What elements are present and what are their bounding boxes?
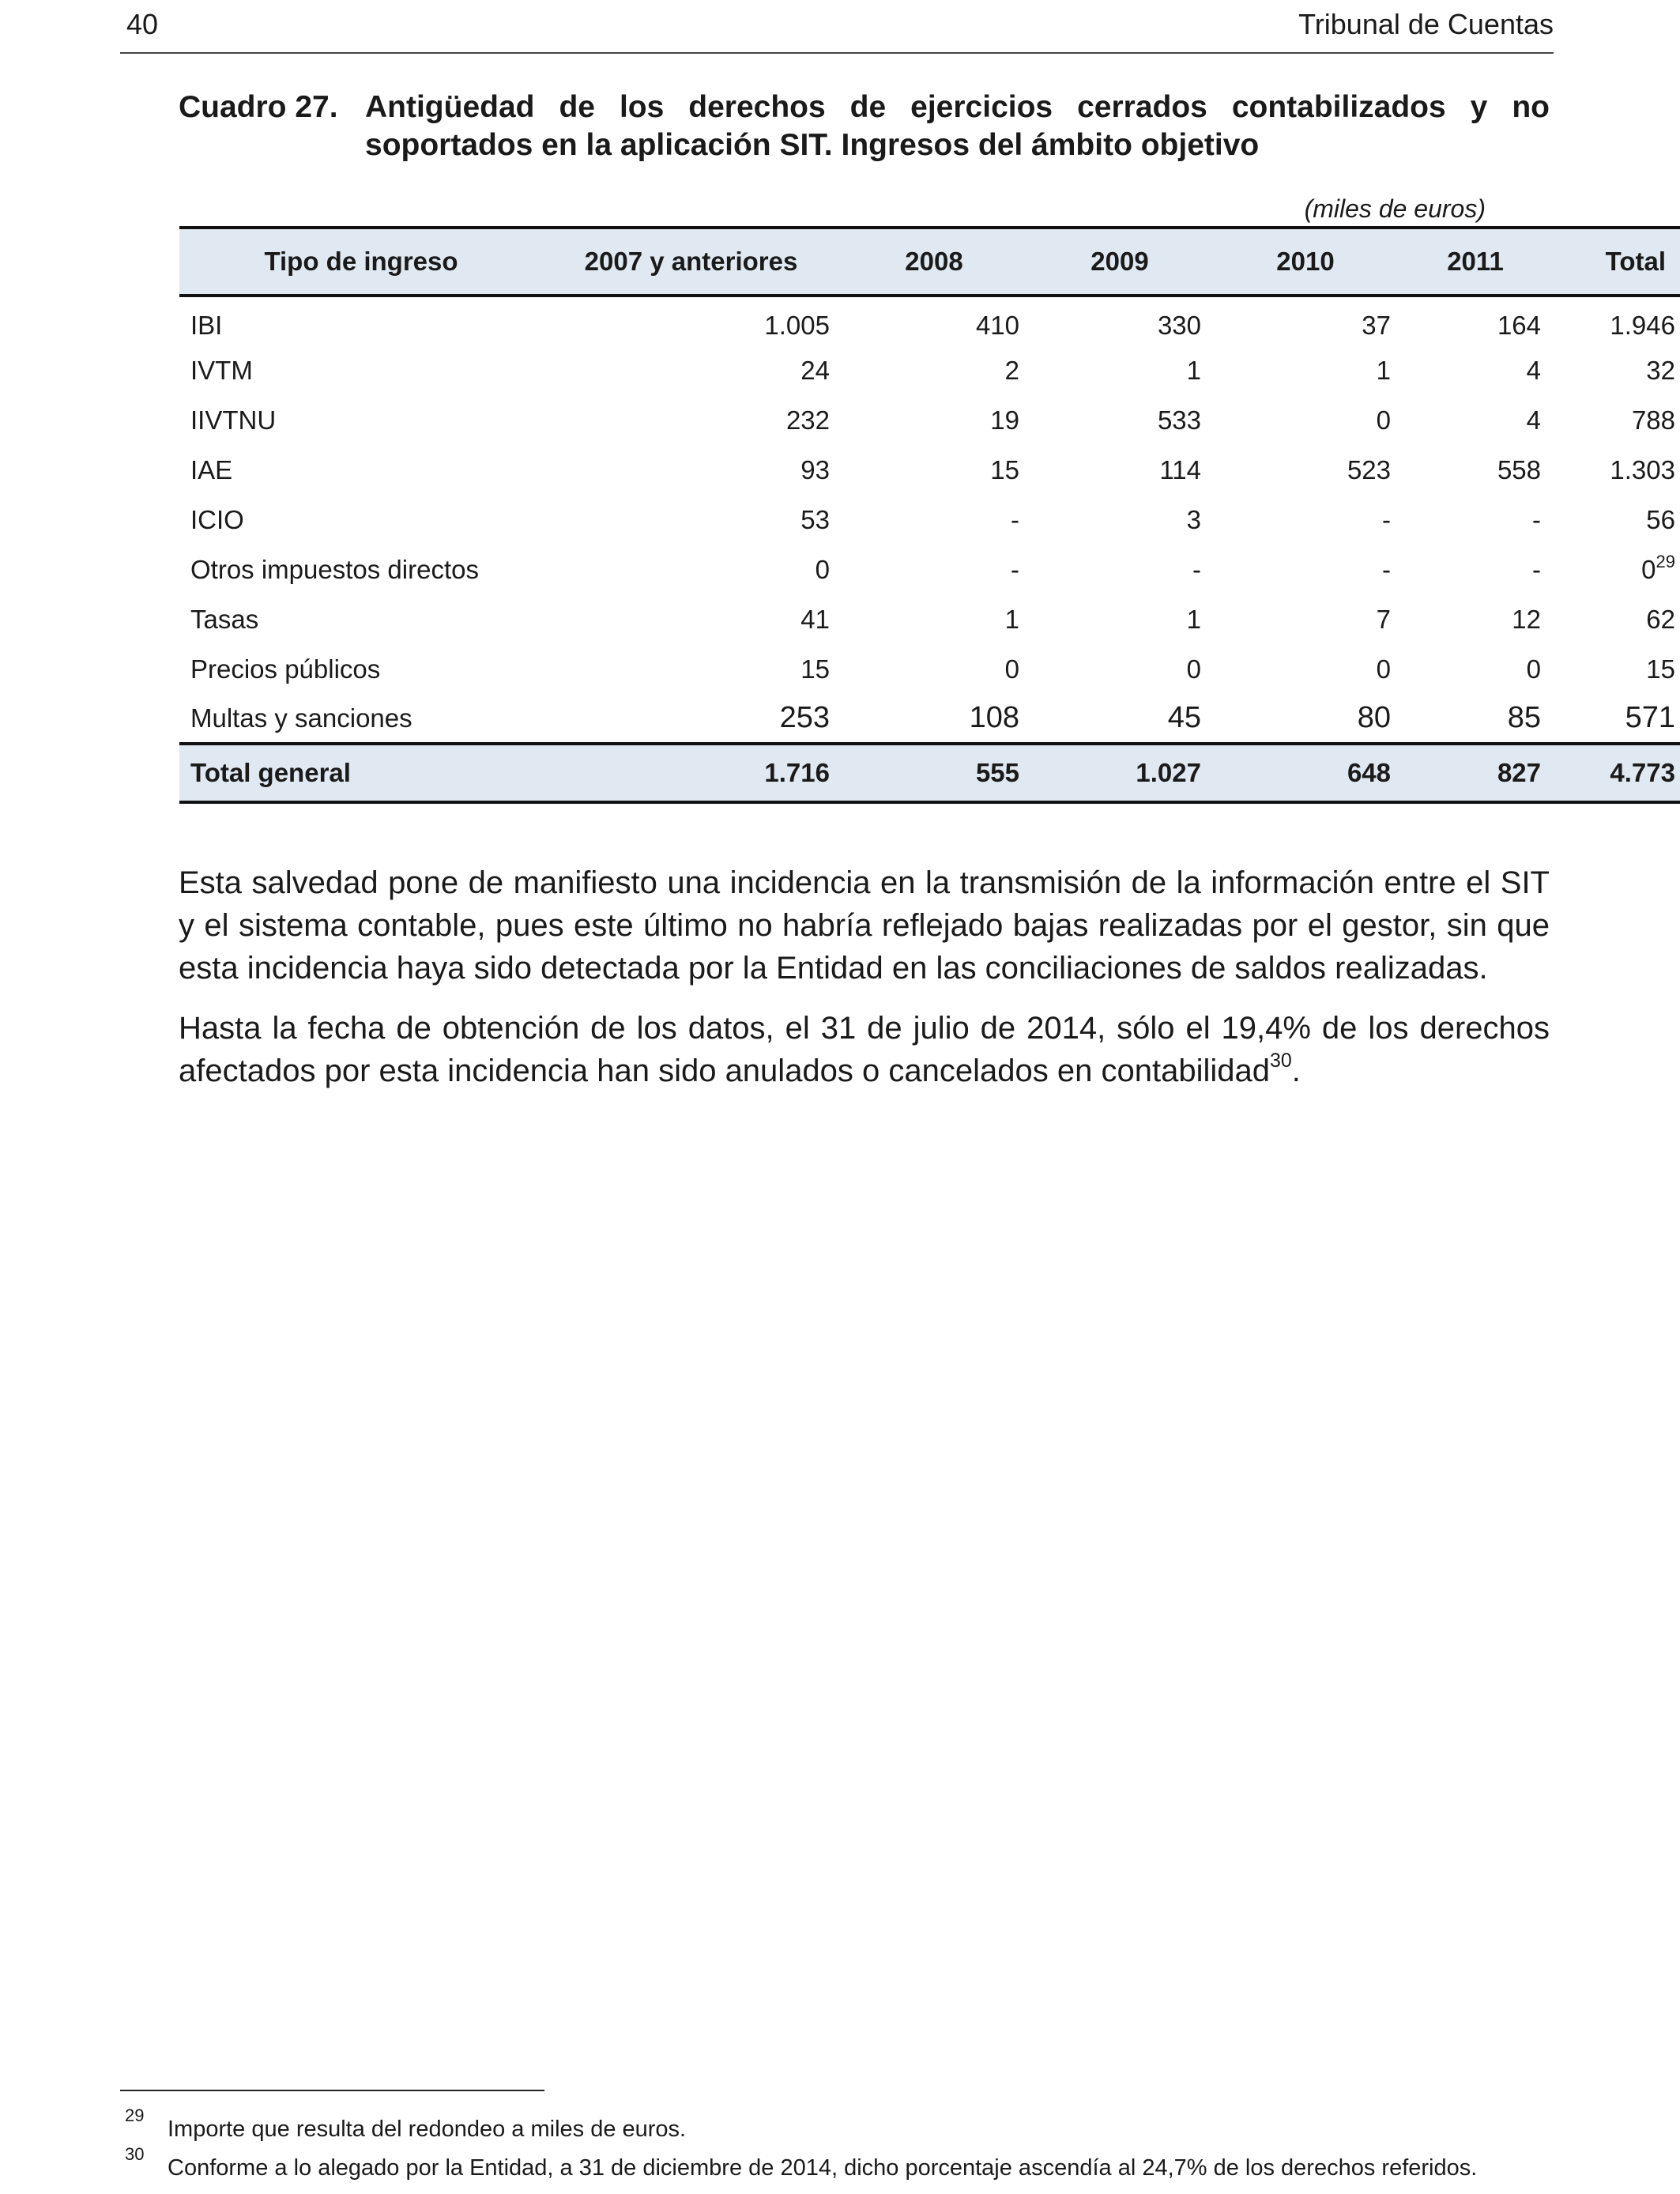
column-header: 2010: [1211, 228, 1400, 296]
table-row: [179, 495, 1680, 545]
table-cell: 0: [815, 554, 830, 584]
table-header-row: [179, 228, 1680, 296]
row-label: Tasas: [190, 604, 259, 634]
table-row: [179, 545, 1680, 594]
table-cell: -: [1382, 554, 1391, 584]
row-label: Precios públicos: [190, 654, 381, 684]
data-table: [179, 226, 1680, 804]
table-row: [179, 644, 1680, 694]
column-header: Tipo de ingreso: [179, 228, 543, 296]
table-caption: [179, 89, 1550, 164]
header-rule: [120, 52, 1554, 54]
table-cell: 410: [975, 310, 1019, 340]
table-cell: -: [1532, 554, 1541, 584]
paragraph: [179, 1007, 1550, 1092]
table-cell: 7: [1376, 604, 1391, 634]
table-cell: 232: [785, 405, 830, 435]
table-cell: 37: [1362, 310, 1391, 340]
table-cell: 15: [1646, 654, 1675, 684]
table-cell: 15: [800, 654, 830, 684]
table-cell: 827: [1400, 744, 1550, 802]
table-cell: 114: [1159, 454, 1201, 484]
table-cell: 108: [969, 701, 1019, 734]
table-cell: 1.027: [1029, 744, 1211, 802]
table-row: [179, 296, 1680, 345]
table-cell: -: [1382, 504, 1391, 534]
column-header: 2007 y anteriores: [543, 228, 839, 296]
column-header: 2008: [839, 228, 1029, 296]
table-cell: 1.716: [543, 744, 839, 802]
table-cell: 80: [1357, 701, 1391, 734]
table-row: [179, 345, 1680, 395]
row-label: ICIO: [190, 504, 244, 534]
table-cell: 85: [1507, 701, 1541, 734]
paragraph: Esta salvedad pone de manifiesto una incidencia en la transmisión de la información entre el SIT y el sistema contable, pues este último no habría reflejado bajas realizadas por el gestor, sin que esta incidencia haya sido detectada por la Entidad en las conciliaciones de saldos realizadas.: [179, 865, 1550, 986]
page-number: 40: [126, 8, 159, 40]
table-cell: 253: [779, 701, 830, 734]
table-cell: 0: [1526, 654, 1541, 684]
table-cell: 0: [1376, 405, 1391, 435]
table-cell: 533: [1157, 405, 1201, 435]
caption-text: Antigüedad de los derechos de ejercicios cerrados contabilizados y no soportados en la aplicación SIT. Ingresos del ámbito objetivo: [365, 90, 1550, 162]
table-row: [179, 445, 1680, 495]
footnote-text: Importe que resulta del redondeo a miles de euros.: [168, 2117, 687, 2142]
row-label: IVTM: [190, 355, 253, 385]
column-header: Total: [1550, 228, 1680, 296]
table-cell: 53: [800, 504, 830, 534]
row-label: IIVTNU: [190, 405, 277, 435]
table-cell: 523: [1347, 454, 1391, 484]
table-row: [179, 694, 1680, 744]
table-cell: 648: [1211, 744, 1400, 802]
paragraph-end: .: [1291, 1054, 1301, 1088]
row-label: Otros impuestos directos: [190, 554, 479, 584]
table-cell: 4: [1526, 355, 1541, 385]
footnote-number: 29: [125, 2105, 145, 2125]
row-label: IAE: [190, 454, 233, 484]
cell-value: 0: [1641, 554, 1656, 584]
footnote-number: 30: [125, 2144, 145, 2164]
table-cell: 330: [1157, 310, 1201, 340]
table-cell: 1.303: [1610, 454, 1675, 484]
table-cell: -: [1011, 554, 1019, 584]
table-row: [179, 594, 1680, 644]
table-cell: 2: [1004, 355, 1019, 385]
row-label: Total general: [179, 744, 543, 802]
column-header: 2009: [1029, 228, 1211, 296]
table-cell: 1: [1186, 355, 1201, 385]
table-cell: 62: [1646, 604, 1675, 634]
table-cell: 1.946: [1610, 310, 1675, 340]
table-cell: 56: [1646, 504, 1675, 534]
footnote-rule: [120, 2090, 544, 2091]
paragraph-text: Hasta la fecha de obtención de los datos, el 31 de julio de 2014, sólo el 19,4% de los derechos afectados por esta incidencia han sido anulados o cancelados en contabilidad: [179, 1011, 1550, 1088]
table-cell: 3: [1186, 504, 1201, 534]
table-cell: -: [1532, 504, 1541, 534]
table-cell: 0: [1004, 654, 1019, 684]
column-header: 2011: [1400, 228, 1550, 296]
table-cell: 24: [800, 355, 830, 385]
body-text: [179, 861, 1550, 1110]
table-cell: 41: [800, 604, 830, 634]
footnote-ref[interactable]: 29: [1656, 551, 1675, 571]
table-cell: 571: [1625, 701, 1675, 734]
table-cell: -: [1192, 554, 1201, 584]
table-cell: 32: [1646, 355, 1675, 385]
table-cell: 45: [1167, 701, 1201, 734]
table-cell: 1: [1376, 355, 1391, 385]
table-cell: 164: [1497, 310, 1541, 340]
running-title: Tribunal de Cuentas: [1298, 8, 1554, 40]
table-cell: 12: [1512, 604, 1541, 634]
table-cell: 19: [990, 405, 1019, 435]
table-cell: 4.773: [1550, 744, 1680, 802]
row-label: Multas y sanciones: [190, 703, 412, 733]
table-cell: 555: [839, 744, 1029, 802]
footnote-text: Conforme a lo alegado por la Entidad, a 31 de diciembre de 2014, dicho porcentaje ascendía al 24,7% de los derechos referidos.: [168, 2155, 1478, 2181]
table-cell: 1.005: [764, 310, 830, 340]
table-cell-with-note: [1550, 545, 1680, 594]
table-cell: 4: [1526, 405, 1541, 435]
table-cell: -: [1011, 504, 1019, 534]
table-row: [179, 395, 1680, 445]
table-cell: 15: [990, 454, 1019, 484]
table-cell: 788: [1631, 405, 1675, 435]
table-cell: 558: [1497, 454, 1541, 484]
table-cell: 1: [1004, 604, 1019, 634]
caption-label: Cuadro 27.: [179, 90, 338, 124]
table-cell: 1: [1186, 604, 1201, 634]
table-cell: 0: [1376, 654, 1391, 684]
footnote-ref[interactable]: 30: [1269, 1050, 1292, 1072]
row-label: IBI: [190, 310, 223, 340]
units-note: (miles de euros): [1304, 194, 1486, 223]
total-row: [179, 744, 1680, 802]
table-cell: 93: [800, 454, 830, 484]
table-cell: 0: [1186, 654, 1201, 684]
